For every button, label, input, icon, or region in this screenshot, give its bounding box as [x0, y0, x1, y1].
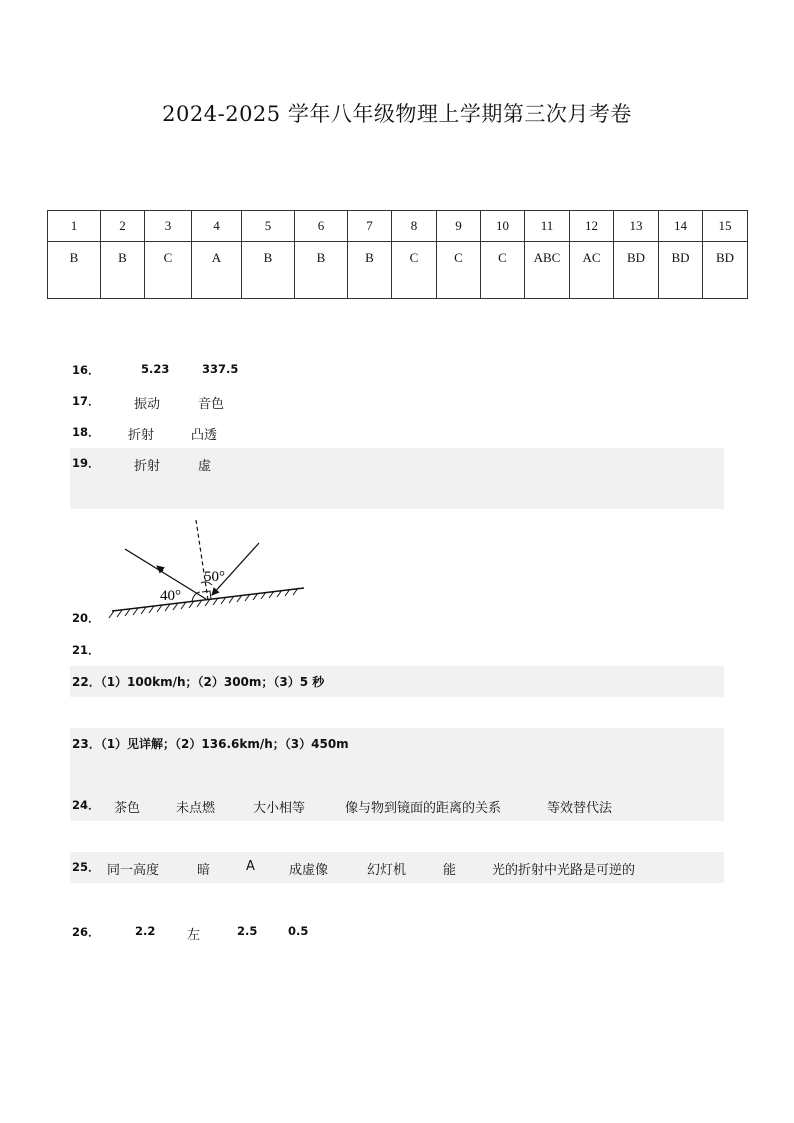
angle-label-left: 40°	[160, 588, 181, 604]
angle-label-top: 50°	[204, 569, 225, 585]
answer-value: 未点燃	[176, 801, 216, 816]
answer-value: 幻灯机	[367, 863, 407, 878]
question-number: 26．	[72, 925, 100, 939]
question-number: 20．	[72, 611, 100, 625]
answer-table	[47, 210, 748, 299]
answer-value: 同一高度	[107, 863, 160, 878]
answer-value: 成虚像	[289, 863, 329, 878]
question-number-cell: 14	[659, 211, 703, 242]
answer-value: 左	[187, 928, 201, 943]
angle-arc-left	[192, 592, 200, 601]
answer-cell: BD	[659, 242, 703, 299]
answer-cell: A	[192, 242, 242, 299]
answer-value: 2.2	[135, 924, 156, 938]
answer-cell: ABC	[525, 242, 570, 299]
answer-value: 337.5	[202, 362, 239, 376]
question-number-cell: 6	[295, 211, 348, 242]
answer-row-20	[70, 603, 724, 634]
answer-row-21	[70, 635, 724, 666]
answer-text: 23．（1）见详解；（2）136.6km/h；（3）450m	[72, 737, 349, 751]
answer-value: 凸透	[191, 428, 218, 443]
answer-row-22	[70, 666, 724, 697]
answer-cell: C	[145, 242, 192, 299]
answer-row-23	[70, 728, 724, 790]
answer-value: 0.5	[288, 924, 309, 938]
answer-text: 22．（1）100km/h；（2）300m；（3）5 秒	[72, 675, 325, 689]
question-number-cell: 7	[348, 211, 392, 242]
question-number-cell: 3	[145, 211, 192, 242]
answer-row-26	[70, 917, 724, 948]
question-number-cell: 11	[525, 211, 570, 242]
answer-cell: B	[348, 242, 392, 299]
question-number-cell: 4	[192, 211, 242, 242]
answer-value: 等效替代法	[547, 801, 613, 816]
answer-cell: BD	[703, 242, 748, 299]
answer-row-19	[70, 448, 724, 509]
question-number: 21．	[72, 643, 100, 657]
answer-cell: C	[392, 242, 437, 299]
page-title: 2024-2025 学年八年级物理上学期第三次月考卷	[162, 102, 632, 126]
answer-value: A	[246, 859, 255, 874]
answer-value: 像与物到镜面的距离的关系	[345, 801, 502, 816]
question-number: 17．	[72, 394, 100, 408]
answer-cell: B	[242, 242, 295, 299]
question-number-cell: 8	[392, 211, 437, 242]
answer-cell: C	[481, 242, 525, 299]
answer-cell: C	[437, 242, 481, 299]
answer-cell: B	[48, 242, 101, 299]
question-number-cell: 13	[614, 211, 659, 242]
normal-line	[196, 520, 208, 600]
answer-value: 音色	[198, 397, 225, 412]
question-number-cell: 9	[437, 211, 481, 242]
answer-cell: B	[295, 242, 348, 299]
question-number: 18．	[72, 425, 100, 439]
answer-value: 大小相等	[253, 801, 306, 816]
answer-value: 虚	[198, 459, 212, 474]
question-number: 16．	[72, 363, 100, 377]
question-number-cell: 15	[703, 211, 748, 242]
question-number-cell: 1	[48, 211, 101, 242]
answer-row-16	[70, 355, 724, 386]
question-number-cell: 12	[570, 211, 614, 242]
answer-value: 折射	[134, 459, 161, 474]
question-number-cell: 10	[481, 211, 525, 242]
answer-row-24	[70, 790, 724, 821]
table-answer-row	[48, 242, 748, 299]
answer-value: 暗	[197, 863, 211, 878]
answer-cell: B	[101, 242, 145, 299]
answer-value: 振动	[134, 397, 161, 412]
answer-cell: AC	[570, 242, 614, 299]
answer-value: 茶色	[114, 801, 141, 816]
answer-row-17	[70, 386, 724, 417]
answer-value: 光的折射中光路是可逆的	[492, 863, 636, 878]
answer-value: 5.23	[141, 362, 170, 376]
answer-value: 折射	[128, 428, 155, 443]
answer-row-18	[70, 417, 724, 448]
question-number: 19．	[72, 456, 100, 470]
answer-row-25	[70, 852, 724, 883]
question-number-cell: 2	[101, 211, 145, 242]
question-number: 24．	[72, 798, 100, 812]
question-number: 25．	[72, 860, 100, 874]
table-header-row	[48, 211, 748, 242]
answer-cell: BD	[614, 242, 659, 299]
answer-value: 能	[443, 863, 457, 878]
answer-value: 2.5	[237, 924, 258, 938]
question-number-cell: 5	[242, 211, 295, 242]
